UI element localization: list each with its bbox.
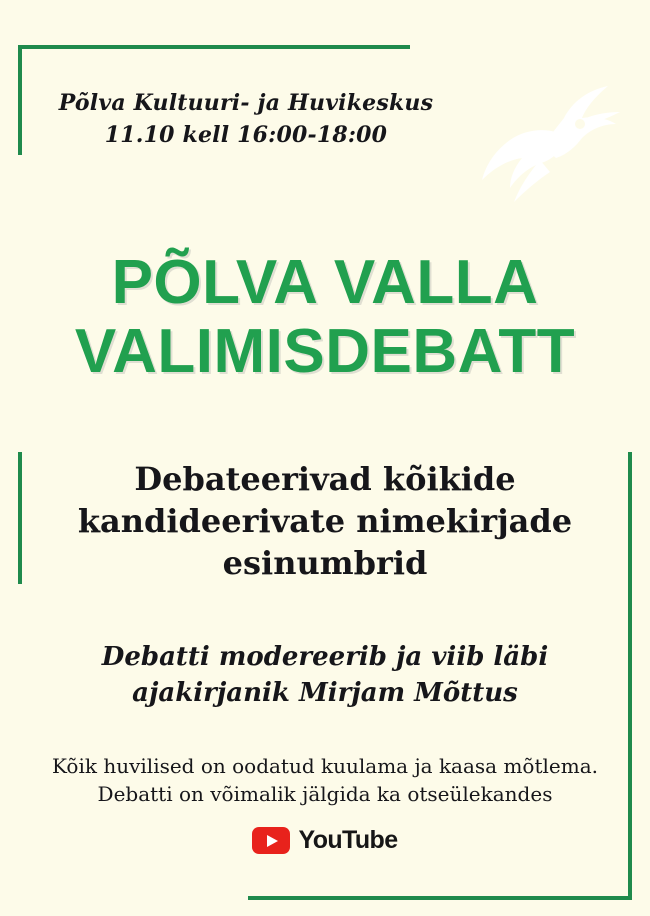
subtitle-line-2: kandideerivate nimekirjade <box>77 502 573 541</box>
venue-text: Põlva Kultuuri- ja Huvikeskus <box>58 90 434 116</box>
note-line-1: Kõik huvilised on oodatud kuulama ja kaasa mõtlema. <box>52 754 598 778</box>
youtube-play-icon <box>252 827 290 854</box>
hummingbird-icon <box>468 72 628 212</box>
title-line-1: PÕLVA VALLA <box>111 248 539 317</box>
subtitle-line-1: Debateerivad kõikide <box>134 460 516 498</box>
youtube-logo[interactable] <box>0 826 650 855</box>
moderator-line-2: ajakirjanik Mirjam Mõttus <box>132 677 518 708</box>
note-block <box>20 752 630 808</box>
frame-line-left-upper <box>18 45 22 155</box>
subtitle-block <box>30 458 620 585</box>
header-block <box>36 88 456 152</box>
note-line-2: Debatti on võimalik jälgida ka otseülekandes <box>97 782 553 806</box>
frame-line-bottom <box>248 896 632 900</box>
title-line-2: VALIMISDEBATT <box>74 317 576 387</box>
frame-line-left-lower <box>18 452 22 584</box>
frame-line-top <box>18 45 410 49</box>
moderator-block <box>40 640 610 712</box>
moderator-line-1: Debatti modereerib ja viib läbi <box>101 642 549 672</box>
datetime-text: 11.10 kell 16:00-18:00 <box>104 121 388 148</box>
page-title <box>0 248 650 387</box>
subtitle-line-3: esinumbrid <box>222 544 428 583</box>
youtube-label: YouTube <box>298 826 398 854</box>
